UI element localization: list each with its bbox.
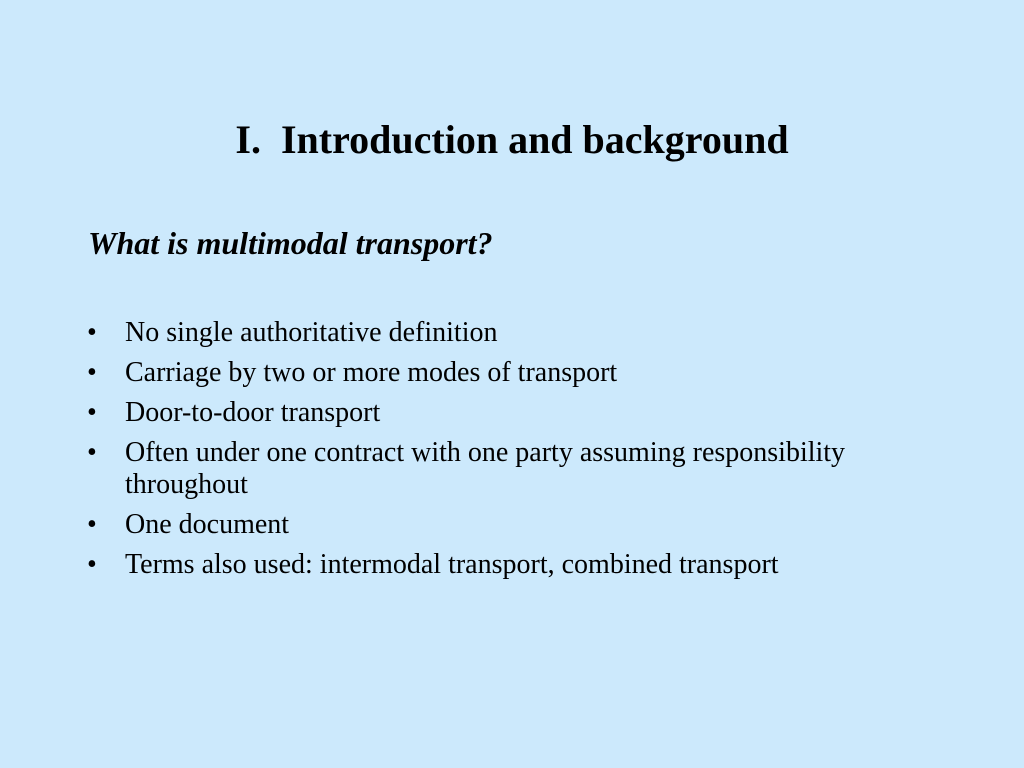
bullet-text: Door-to-door transport <box>125 397 381 428</box>
bullet-text: No single authoritative definition <box>125 317 498 348</box>
bullet-item <box>87 437 967 501</box>
slide-title: I. Introduction and background <box>235 117 789 162</box>
bullet-item <box>87 509 967 541</box>
bullet-text: Often under one contract with one party assuming responsibility throughout <box>125 437 846 500</box>
bullet-icon: • <box>87 397 97 428</box>
bullet-icon: • <box>87 549 97 580</box>
bullet-text: Terms also used: intermodal transport, combined transport <box>125 549 779 580</box>
bullet-item <box>87 549 967 581</box>
bullet-text: Carriage by two or more modes of transport <box>125 357 618 388</box>
bullet-item <box>87 397 967 429</box>
bullet-item <box>87 357 967 389</box>
bullet-icon: • <box>87 509 97 540</box>
bullet-list <box>87 317 967 589</box>
bullet-item <box>87 317 967 349</box>
bullet-icon: • <box>87 437 97 468</box>
slide-subtitle: What is multimodal transport? <box>88 225 493 261</box>
bullet-text: One document <box>125 509 290 540</box>
bullet-icon: • <box>87 357 97 388</box>
bullet-icon: • <box>87 317 97 348</box>
